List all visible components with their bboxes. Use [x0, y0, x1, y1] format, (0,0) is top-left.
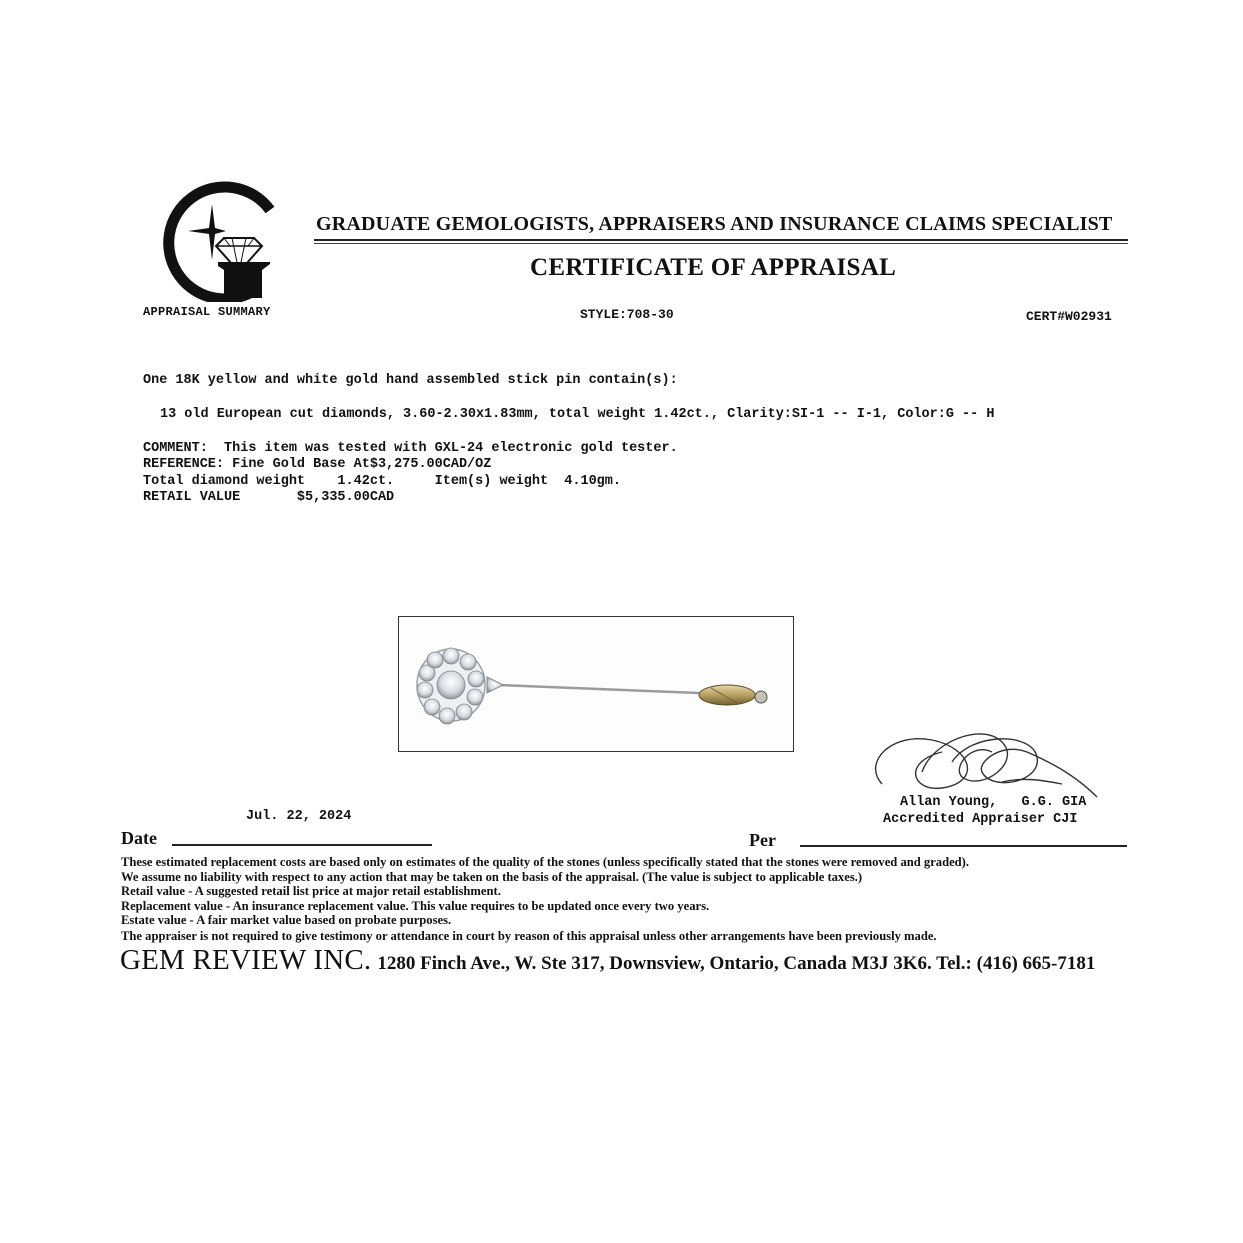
- comment-line: COMMENT: This item was tested with GXL-24 electronic gold tester.: [143, 441, 678, 456]
- disclaimer-line: The appraiser is not required to give testimony or attendance in court by reason of this appraisal unless other arrangements have been previously made.: [121, 929, 937, 943]
- company-footer: [120, 944, 1095, 977]
- per-label: Per: [749, 830, 776, 850]
- date-signature-line: [172, 844, 432, 846]
- retail-value-line: RETAIL VALUE $5,335.00CAD: [143, 490, 395, 505]
- appraiser-signature: [862, 722, 1112, 802]
- company-name: GEM REVIEW INC.: [120, 944, 372, 976]
- disclaimer-line: These estimated replacement costs are based only on estimates of the quality of the stones (unless specifically stated that the stones were removed and graded).: [121, 855, 970, 869]
- stick-pin-image: [399, 617, 793, 751]
- appraiser-name: Allan Young, G.G. GIA: [900, 795, 1087, 810]
- header-rule: [314, 239, 1128, 241]
- certificate-title: CERTIFICATE OF APPRAISAL: [530, 254, 897, 281]
- per-signature-line: [800, 845, 1127, 847]
- disclaimer-line: Replacement value - An insurance replacement value. This value requires to be updated once every two years.: [121, 899, 710, 913]
- appraiser-title: Accredited Appraiser CJI: [883, 812, 1078, 827]
- style-number: STYLE:708-30: [580, 307, 674, 322]
- certificate-number: CERT#W02931: [1026, 309, 1112, 324]
- item-photo-frame: [398, 616, 794, 752]
- header-rule: [314, 243, 1128, 244]
- weight-line: Total diamond weight 1.42ct. Item(s) weight 4.10gm.: [143, 474, 621, 489]
- reference-line: REFERENCE: Fine Gold Base At$3,275.00CAD/OZ: [143, 457, 492, 472]
- disclaimer-line: Estate value - A fair market value based on probate purposes.: [121, 913, 452, 927]
- organization-heading: GRADUATE GEMOLOGISTS, APPRAISERS AND INSURANCE CLAIMS SPECIALIST: [316, 213, 1113, 235]
- item-description: One 18K yellow and white gold hand assembled stick pin contain(s):: [143, 373, 678, 388]
- stone-details: 13 old European cut diamonds, 3.60-2.30x1.83mm, total weight 1.42ct., Clarity:SI-1 -- I-1, Color:G -- H: [160, 407, 995, 422]
- date-label: Date: [121, 828, 157, 848]
- date-value: Jul. 22, 2024: [246, 809, 352, 824]
- disclaimer-line: Retail value - A suggested retail list price at major retail establishment.: [121, 884, 501, 898]
- company-logo: [158, 180, 280, 302]
- appraisal-summary-label: APPRAISAL SUMMARY: [143, 305, 271, 319]
- company-address: 1280 Finch Ave., W. Ste 317, Downsview, Ontario, Canada M3J 3K6. Tel.: (416) 665-7181: [377, 953, 1096, 974]
- disclaimer-line: We assume no liability with respect to any action that may be taken on the basis of the appraisal. (The value is subject to applicable taxes.): [121, 870, 863, 884]
